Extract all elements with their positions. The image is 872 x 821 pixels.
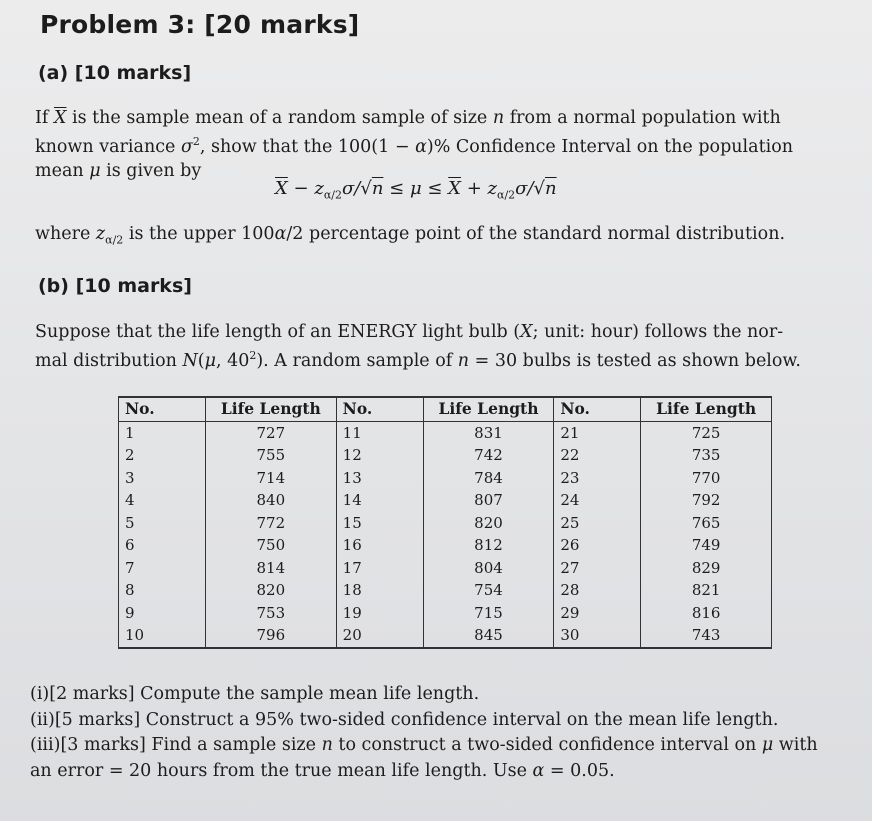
problem-title: Problem 3: [20 marks] [40, 10, 360, 39]
column-header: Life Length [206, 397, 337, 421]
life-length-table [118, 396, 772, 649]
table-cell-number: 3 [119, 467, 206, 490]
questions-list [30, 682, 818, 784]
table-cell-life-length: 750 [206, 534, 337, 557]
table-header-row [119, 397, 772, 421]
table-cell-number: 29 [554, 602, 641, 625]
table-cell-number: 4 [119, 489, 206, 512]
question-iii: (iii)[3 marks] Find a sample size n to construct a two-sided confidence interval on μ with [30, 735, 818, 755]
table-cell-life-length: 831 [423, 421, 554, 444]
table-cell-number: 1 [119, 421, 206, 444]
table-cell-life-length: 792 [641, 489, 772, 512]
table-cell-life-length: 807 [423, 489, 554, 512]
table-cell-number: 21 [554, 421, 641, 444]
table-cell-life-length: 714 [206, 467, 337, 490]
table-cell-number: 17 [336, 557, 423, 580]
table-cell-number: 28 [554, 579, 641, 602]
table-row [119, 421, 772, 444]
table-cell-life-length: 743 [641, 624, 772, 648]
table-row [119, 467, 772, 490]
table-cell-number: 22 [554, 444, 641, 467]
column-header: Life Length [423, 397, 554, 421]
xbar-symbol: $\overline{X}$ [53, 108, 67, 128]
column-header: No. [336, 397, 423, 421]
table-cell-number: 9 [119, 602, 206, 625]
table-cell-life-length: 753 [206, 602, 337, 625]
part-b-line-2: mal distribution N(μ, $40^2$). A random sample of n = 30 bulbs is tested as shown below. [35, 349, 801, 371]
table-cell-life-length: 754 [423, 579, 554, 602]
table-cell-number: 16 [336, 534, 423, 557]
table-row [119, 512, 772, 535]
table-cell-life-length: 715 [423, 602, 554, 625]
table-cell-life-length: 725 [641, 421, 772, 444]
table-cell-number: 27 [554, 557, 641, 580]
part-b-line-1: Suppose that the life length of an ENERGY light bulb (X; unit: hour) follows the nor- [35, 322, 784, 342]
table-cell-life-length: 742 [423, 444, 554, 467]
table-cell-life-length: 812 [423, 534, 554, 557]
part-a-heading: (a) [10 marks] [38, 62, 192, 84]
table-cell-life-length: 772 [206, 512, 337, 535]
table-cell-life-length: 820 [206, 579, 337, 602]
table-row [119, 602, 772, 625]
table-cell-life-length: 845 [423, 624, 554, 648]
table-cell-number: 7 [119, 557, 206, 580]
table-cell-number: 19 [336, 602, 423, 625]
column-header: Life Length [641, 397, 772, 421]
table-cell-life-length: 829 [641, 557, 772, 580]
table-cell-life-length: 816 [641, 602, 772, 625]
table-cell-number: 14 [336, 489, 423, 512]
table-cell-life-length: 735 [641, 444, 772, 467]
table-cell-number: 12 [336, 444, 423, 467]
table-row [119, 534, 772, 557]
column-header: No. [119, 397, 206, 421]
question-i: (i)[2 marks] Compute the sample mean life length. [30, 684, 480, 704]
question-iii-continued: an error = 20 hours from the true mean life length. Use α = 0.05. [30, 760, 615, 781]
table-cell-number: 30 [554, 624, 641, 648]
table-cell-number: 13 [336, 467, 423, 490]
table-cell-number: 26 [554, 534, 641, 557]
table-cell-life-length: 770 [641, 467, 772, 490]
table-cell-life-length: 749 [641, 534, 772, 557]
table-cell-number: 2 [119, 444, 206, 467]
table-cell-life-length: 755 [206, 444, 337, 467]
table-cell-number: 8 [119, 579, 206, 602]
table-cell-number: 23 [554, 467, 641, 490]
question-ii: (ii)[5 marks] Construct a 95% two-sided confidence interval on the mean life length. [30, 709, 779, 730]
table-row [119, 579, 772, 602]
table-cell-life-length: 821 [641, 579, 772, 602]
table-cell-number: 18 [336, 579, 423, 602]
table-cell-number: 24 [554, 489, 641, 512]
table-cell-life-length: 820 [423, 512, 554, 535]
part-a-line-2: known variance $\sigma^2$, show that the 100(1 − α)% Confidence Interval on the population [35, 135, 794, 157]
table-cell-life-length: 727 [206, 421, 337, 444]
table-cell-number: 15 [336, 512, 423, 535]
table-cell-life-length: 796 [206, 624, 337, 648]
part-b-paragraph [35, 320, 835, 373]
column-header: No. [554, 397, 641, 421]
table-cell-number: 5 [119, 512, 206, 535]
table-row [119, 624, 772, 648]
table-row [119, 489, 772, 512]
part-a-paragraph [35, 106, 835, 183]
table-cell-number: 20 [336, 624, 423, 648]
table-cell-life-length: 784 [423, 467, 554, 490]
table-row [119, 444, 772, 467]
table-cell-life-length: 840 [206, 489, 337, 512]
part-a-line-1: If $\overline{X}$ is the sample mean of a random sample of size n from a normal population with [35, 108, 781, 128]
table-cell-life-length: 804 [423, 557, 554, 580]
part-a-where-line: where $z_{\alpha/2}$ is the upper 100α/2 percentage point of the standard normal distribution. [35, 224, 786, 247]
table-cell-number: 11 [336, 421, 423, 444]
part-b-heading: (b) [10 marks] [38, 275, 192, 297]
confidence-interval-formula: $\overline{X} - z_{\alpha/2}\sigma/√n \le \mu \le \overline{X} + z_{\alpha/2}\sigma/√n$ [275, 178, 557, 202]
table-cell-life-length: 814 [206, 557, 337, 580]
table-cell-number: 6 [119, 534, 206, 557]
table-cell-number: 10 [119, 624, 206, 648]
table-row [119, 557, 772, 580]
table-cell-life-length: 765 [641, 512, 772, 535]
table-cell-number: 25 [554, 512, 641, 535]
table-body [119, 421, 772, 648]
part-a-line-3: mean μ is given by [35, 160, 202, 181]
